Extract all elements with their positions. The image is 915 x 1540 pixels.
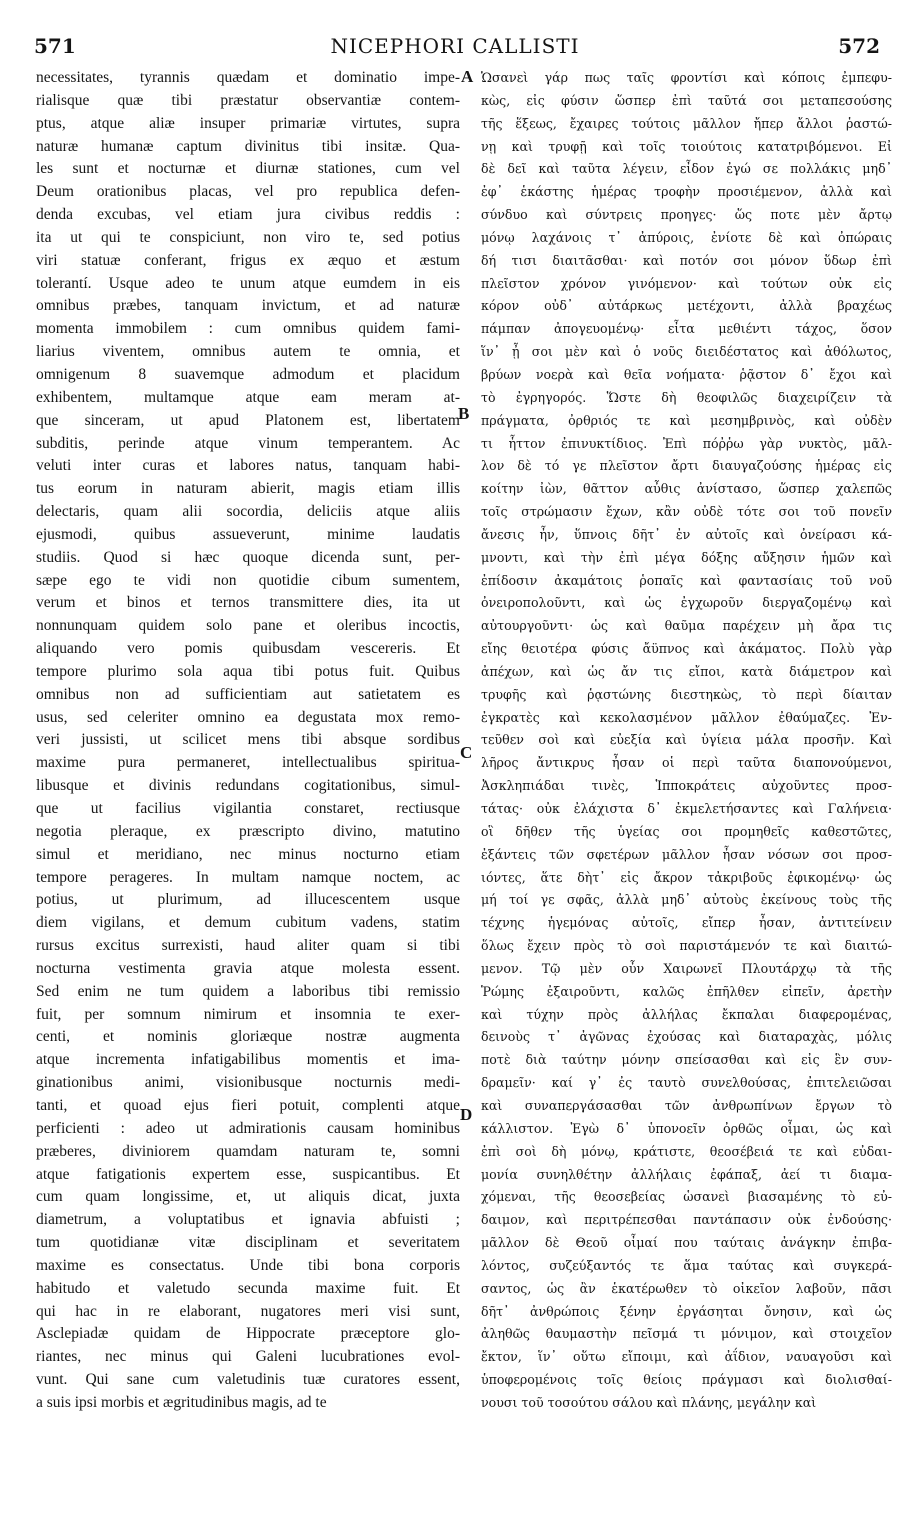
greek-text-line: δή τισι διαιτᾶσθαι· καὶ ποτόν σοι μόνον ὕδωρ ἐπὶ: [481, 252, 892, 268]
greek-text-line: τρυφῆς καὶ ῥᾳστώνης διεστηκὼς, τὸ περὶ δίαιταν: [481, 686, 892, 702]
greek-column: [481, 67, 892, 1507]
latin-text-line: rialisque quæ tibi præstatur observantiæ contem-: [36, 91, 460, 109]
greek-text-line: καὶ συναπεργάσασθαι τῶν ἀνθρωπίνων ἔργων τὸ: [481, 1097, 892, 1113]
greek-text-line: Ὡσανεὶ γάρ πως ταῖς φροντίσι καὶ κόποις ἐμπεφυ-: [481, 70, 892, 85]
greek-text-line: λῆρος ἄντικρυς ἦσαν οἱ περὶ ταῦτα διαπονούμενοι,: [481, 755, 892, 771]
greek-text-line: Ἀσκληπιάδαι τινὲς, Ἱπποκράτεις αὐχοῦντες προσ-: [481, 778, 892, 794]
latin-text-line: omnibus præbes, tanquam invictum, et ad naturæ: [36, 297, 460, 315]
greek-text-line: χόμεναι, τῆς θεοσεβείας ὡσανεὶ βιασαμένης τὸ εὐ-: [481, 1189, 892, 1205]
greek-text-line: τὸ ἐγρηγορός. Ὥστε δὴ θεοφιλῶς διαχειρίζειν τὰ: [481, 389, 892, 405]
latin-text-line: diametrum, a voluptatibus et ignavia abfuisti ;: [36, 1211, 460, 1229]
latin-text-line: Asclepiadæ quidam de Hippocrate præceptore glo-: [36, 1325, 460, 1343]
latin-text-line: ita ut qui te conspiciunt, non viro te, sed potius: [36, 228, 460, 246]
section-marker-d: D: [460, 1105, 473, 1124]
latin-text-line: habitudo et valetudo secunda maxime fuit. Et: [36, 1279, 460, 1297]
greek-text-line: κάλλιστον. Ἐγὼ δ᾽ ὑπονοεῖν ὀρθῶς οἶμαι, ὡς καὶ: [481, 1120, 892, 1136]
latin-text-line: qui hac in re elaborant, nugatores meri visi sunt,: [36, 1302, 460, 1320]
greek-text-line: κὼς, εἰς φύσιν ὥσπερ ἐπὶ ταῦτά σοι μεταπεσούσης: [481, 92, 892, 108]
latin-text-line: tum quotidianæ vitæ disciplinam et severitatem: [36, 1234, 460, 1252]
latin-text-line: Sed enim ne tum quidem a laboribus tibi remissio: [36, 982, 460, 1000]
greek-text-line: δῆτ᾽ ἀνθρώποις ξένην ἐργάσηται ὄνησιν, καὶ ὡς: [481, 1303, 892, 1319]
greek-text-line: μή τοί γε σφᾶς, ἀλλὰ μηδ᾽ αὐτοὺς ἐκείνους τοὺς τῆς: [481, 892, 892, 908]
latin-text-line: fuit, per somnum nimirum et insomnia te exer-: [36, 1005, 460, 1023]
latin-text-line: que sinceram, ut apud Platonem est, libertatem: [36, 411, 460, 429]
greek-text-line: ἀληθῶς θαυμαστὴν πεῖσμά τι μόνιμον, καὶ στοιχεῖον: [481, 1326, 892, 1342]
latin-text-line: denda excubas, vel etiam jura civibus reddis :: [36, 206, 460, 224]
latin-text-line: a suis ipsi morbis et ægritudinibus magis, ad te: [36, 1393, 327, 1411]
greek-text-line: δραμεῖν· καί γ᾽ ἐς ταυτὸ συνελθούσας, ἐπιτελειῶσαι: [481, 1075, 892, 1091]
greek-text-line: τάτας· οὐκ ἐλάχιστα δ᾽ ἐκμελετήσαντες καὶ Γαλήνεια·: [481, 801, 892, 816]
latin-text-line: rursus excitus surrexisti, haud aliter quam si tibi: [36, 937, 460, 955]
section-marker-b: B: [458, 404, 470, 423]
latin-text-line: libusque et divinis redundans cogitationibus, simul-: [36, 777, 460, 795]
latin-text-line: atque incrementa infatigabilibus momentis et ima-: [36, 1051, 460, 1069]
greek-text-line: τοῖς στρώμασιν ἔχων, κἂν οὐδὲ τότε σοι τοῦ πονεῖν: [481, 504, 892, 520]
greek-text-line: ἵν᾽ ᾖ σοι μὲν καὶ ὁ νοῦς διειδέστατος καὶ ἀθόλωτος,: [481, 344, 892, 360]
section-marker-a: A: [461, 67, 474, 86]
greek-text-line: αὐτουργοῦντι· ὡς καὶ θαῦμα παρέχειν μὴ ἄρα τις: [481, 618, 892, 634]
latin-text-line: ginationibus animi, visionibusque nocturnis medi-: [36, 1074, 460, 1092]
greek-text-line: μενον. Τῷ μὲν οὖν Χαιρωνεῖ Πλουτάρχῳ τὰ τῆς: [481, 960, 892, 976]
greek-text-line: δαιμον, καὶ περιτρέπεσθαι παντάπασιν οὐκ ἐνδούσης·: [481, 1212, 892, 1228]
greek-text-line: καὶ τύχην πρὸς ἀλλήλας ἔκπαλαι διαφερομένας,: [481, 1006, 892, 1022]
latin-text-line: necessitates, tyrannis quædam et dominatio impe-: [36, 69, 460, 86]
latin-text-line: cum quam longissime, et, ut aliquis dicat, juxta: [36, 1188, 460, 1206]
greek-text-line: ἔκτον, ἵν᾽ οὕτω εἴποιμι, καὶ ἀΐδιον, ναυαγοῦσι καὶ: [481, 1349, 892, 1365]
greek-text-line: κοίτην ἰὼν, θᾶττον αὖθις ἀνίστασο, ὥσπερ χαλεπῶς: [481, 481, 892, 497]
latin-text-line: tempore plurimo sola aqua tibi potus fuit. Quibus: [36, 662, 460, 680]
greek-text-line: οἳ δῆθεν τῆς ὑγείας σοι προμηθεῖς καθεστῶτες,: [481, 823, 892, 839]
latin-text-line: sæpe ego te vidi non quotidie cibum sumentem,: [36, 571, 460, 589]
latin-text-line: centi, et nominis gloriæque nostræ augmenta: [36, 1028, 460, 1046]
greek-text-line: ἐφ᾽ ἑκάστης ἡμέρας τροφὴν προσιέμενον, ἀλλὰ καὶ: [481, 184, 892, 200]
greek-text-line: λον δὲ τό γε πλεῖστον ἄρτι διαυγαζούσης ἡμέρας εἰς: [481, 458, 892, 474]
greek-text-line: Ῥώμης ἐξαιροῦντι, καλῶς ἐπῆλθεν εἰπεῖν, ἀρετὴν: [481, 983, 892, 999]
latin-text-line: subditis, perinde atque vinum temperantem. Ac: [36, 434, 460, 452]
latin-text-line: atque fatigationis expertem esse, suspicantibus. Et: [36, 1165, 460, 1183]
greek-text-line: πράγματα, ὀρθριός τε καὶ μεσημβρινὸς, καὶ οὐδὲν: [481, 412, 892, 428]
latin-text-line: præberes, diviniorem quamdam naturam te, somni: [36, 1142, 460, 1160]
greek-text-line: ὑποφερομένοις τοῖς θείοις πράγμασι καὶ διολισθαί-: [481, 1372, 892, 1388]
greek-text-line: μνοντι, καὶ τὴν ἐπὶ μέγα δόξης αὔξησιν ἡμῶν καὶ: [481, 549, 892, 565]
greek-text-line: ὀνειροπολοῦντι, καὶ ὡς ἐγχωροῦν διεργαζομένῳ καὶ: [481, 595, 892, 611]
latin-text-line: que ut facilius vigilantia constaret, rectiusque: [36, 800, 460, 817]
latin-text-line: tempore perageres. In multam namque noctem, ac: [36, 868, 460, 886]
latin-text-line: maxime pura permaneret, intellectualibus spiritua-: [36, 754, 460, 772]
greek-text-line: τεῦθεν σοὶ καὶ εὐεξία καὶ ὑγίεια μάλα προσῆν. Καὶ: [481, 732, 892, 748]
greek-text-line: μόνῳ λαχάνοις τ᾽ ἀπύροις, ἐνίοτε δὲ καὶ ὀπώραις: [481, 229, 892, 245]
greek-text-line: κόρον οὐδ᾽ αὐτάρκως μετέχοντι, ἀλλὰ βραχέως: [481, 298, 892, 314]
latin-text-line: ptus, atque aliæ insuper primariæ virtutes, supra: [36, 114, 460, 132]
latin-text-line: Deum orationibus placas, vel pro republica defen-: [36, 183, 460, 201]
latin-text-line: momenta immobilem : cum omnibus quidem fami-: [36, 320, 460, 338]
greek-text-line: πλεῖστον χρόνον γινόμενον· καὶ τούτων οὐκ εἰς: [481, 275, 892, 291]
section-marker-c: C: [460, 743, 473, 762]
latin-text-line: negotia pleraque, ex præscripto divino, matutino: [36, 822, 460, 840]
latin-text-line: maxime es consectatus. Unde tibi bona corporis: [36, 1256, 460, 1274]
greek-text-line: ἐξάντεις τῶν σφετέρων μᾶλλον ἦσαν νόσων σοι προσ-: [481, 846, 892, 862]
greek-text-line: λόντος, συζεύξαντός τε ἅμα ταύτας καὶ συγκερά-: [481, 1257, 892, 1273]
latin-text-line: potius, ut plurimum, ad illucescentem usque: [36, 891, 460, 909]
greek-text-line: σαντος, ὡς ἂν ἑκατέρωθεν τὸ οἰκεῖον λαβοῦν, πᾶσι: [481, 1280, 892, 1296]
greek-text-line: τι ἧττον ἐπινυκτίδιος. Ἐπὶ πόῤῥω γὰρ νυκτὸς, μᾶλ-: [481, 435, 892, 451]
greek-text-line: ὅλως ἔχειν πρὸς τὸ σοὶ παριστάμενόν τε καὶ διαιτώ-: [481, 938, 892, 954]
greek-text-line: δεινοὺς τ᾽ ἀγῶνας ἐχούσας καὶ διαταραχὰς, μόλις: [481, 1029, 892, 1045]
greek-text-line: νῃ καὶ τρυφῇ καὶ τοῖς τοιούτοις κατατριβόμενοι. Εἰ: [481, 138, 892, 154]
latin-text-line: veluti inter curas et labores natus, tanquam habi-: [36, 457, 460, 475]
latin-text-line: nonnunquam quidem solo pane et oleribus incoctis,: [36, 617, 460, 635]
greek-text-line: μᾶλλον δὲ Θεοῦ οἶμαί που ταύταις ἀνάγκην ἐπιβα-: [481, 1235, 892, 1251]
latin-text-line: omnibus non ad sufficientiam aut satietatem es: [36, 685, 460, 703]
latin-text-line: ejusmodi, quibus assueverunt, minime laudatis: [36, 525, 460, 543]
latin-text-line: vunt. Qui sane cum valetudinis tuæ curatores essent,: [36, 1371, 460, 1389]
right-page-number: 572: [838, 34, 880, 58]
latin-text-line: verum et binos et ternos transmittere dies, ita ut: [36, 594, 460, 612]
greek-text-line: πάμπαν ἀπογευομένῳ· εἶτα μεθιέντι τάχος, ὅσον: [481, 321, 892, 337]
latin-text-line: aliquando vero pomis quibusdam vescereris. Et: [36, 640, 460, 658]
latin-text-line: veri jussisti, ut scilicet mens tibi absque sordibus: [36, 731, 460, 749]
greek-text-line: ἀπέχων, καὶ ὡς ἄν τις εἴποι, κατὰ διάμετρον καὶ: [481, 663, 892, 679]
latin-text-line: les sunt et nocturnæ et diurnæ stationes, cum vel: [36, 160, 460, 178]
greek-text-line: ιόντες, ἅτε δὴτ᾽ εἰς ἄκρον τἀκριβοῦς ἐφικομένῳ· ὡς: [481, 869, 892, 885]
greek-text-line: εἴης θειοτέρα φύσις ἄϋπνος καὶ ἀκάματος. Πολὺ γὰρ: [481, 641, 892, 657]
latin-text-line: viri statuæ conferant, frigus ex æquo et æstum: [36, 251, 460, 269]
latin-text-line: riantes, nec minus qui Galeni lucubrationes evol-: [36, 1348, 460, 1366]
latin-text-line: simul et meridiano, nec minus nocturno etiam: [36, 845, 460, 863]
greek-text-line: ἐπὶ σοὶ δὴ μόνῳ, κράτιστε, θεοσέβειά τε καὶ εὐδαι-: [481, 1143, 892, 1159]
latin-text-line: studiis. Quod si hæc quoque dicenda sunt, per-: [36, 548, 460, 566]
latin-text-line: usus, sed celeriter omnino ea degustata mox remo-: [36, 708, 460, 726]
latin-text-line: liarius viventem, omnibus autem te omnia, et: [36, 343, 460, 361]
greek-text-line: βρύων νοερὰ καὶ θεῖα νοήματα· ῥᾷστον δ᾽ ἔχοι καὶ: [481, 366, 892, 382]
latin-column: [36, 67, 460, 1507]
left-page-number: 571: [34, 34, 76, 58]
greek-text-line: νουσι τοῦ τοσούτου σάλου καὶ πλάνης, μεγάλην καὶ: [481, 1394, 817, 1410]
greek-text-line: δὲ δεῖ καὶ ταῦτα λέγειν, εἶδον ἐγώ σε πολλάκις μηδ᾽: [481, 161, 892, 177]
greek-text-line: τῆς ἕξεως, ἔχαιρες τούτοις μᾶλλον ἤπερ ἄλλοι ῥαστώ-: [481, 115, 892, 131]
latin-text-line: nocturna vestimenta gravia atque molesta essent.: [36, 959, 460, 977]
greek-text-line: ἄνεσις ἦν, ὕπνοις δῆτ᾽ ἐν αὐτοῖς καὶ ὀνείρασι κά-: [481, 526, 892, 542]
page-header: [30, 34, 880, 60]
latin-text-line: naturæ humanæ captum divinitus tibi insitæ. Qua-: [36, 137, 460, 155]
latin-text-line: omnigenum 8 suavemque admodum et placidum: [36, 365, 460, 383]
latin-text-line: exhibentem, multamque atque eam meram at-: [36, 388, 460, 406]
latin-text-line: perficienti : adeo ut admirationis causam hominibus: [36, 1119, 460, 1137]
greek-text-line: ποτὲ διὰ ταύτην μόνην σπείσασθαι καὶ εἰς ἓν συν-: [481, 1052, 892, 1068]
greek-text-line: ἐπίδοσιν ἀκαμάτοις ῥοπαῖς καὶ φαντασίαις τοῦ νοῦ: [481, 572, 892, 588]
greek-text-line: ἐγκρατὲς καὶ κεκολασμένον μᾶλλον ἐθαύμαζες. Ἐν-: [481, 709, 892, 725]
greek-text-line: μονία συνηλθέτην ἀλλήλαις ἐφάπαξ, ἀεί τι διαμα-: [481, 1166, 892, 1182]
greek-text-line: τέχνης ἡγεμόνας αὐτοῖς, εἴπερ ἦσαν, ἀντιτείνειν: [481, 915, 892, 931]
latin-text-line: tanti, et quoad ejus fieri potuit, complenti atque: [36, 1096, 460, 1114]
running-title: NICEPHORI CALLISTI: [330, 34, 580, 58]
latin-text-line: tolerantí. Usque adeo te unum atque eumdem in eis: [36, 274, 460, 292]
latin-text-line: diem vigilans, et demum cubitum vadens, statim: [36, 914, 460, 932]
greek-text-line: σύνδυο καὶ σύντρεις προηγες· ὥς ποτε μὲν ἄρτῳ: [481, 207, 892, 223]
latin-text-line: tus eorum in naturam abierit, magis etiam illis: [36, 480, 460, 498]
latin-text-line: delectaris, quam alii socordia, deliciis atque aliis: [36, 503, 460, 521]
